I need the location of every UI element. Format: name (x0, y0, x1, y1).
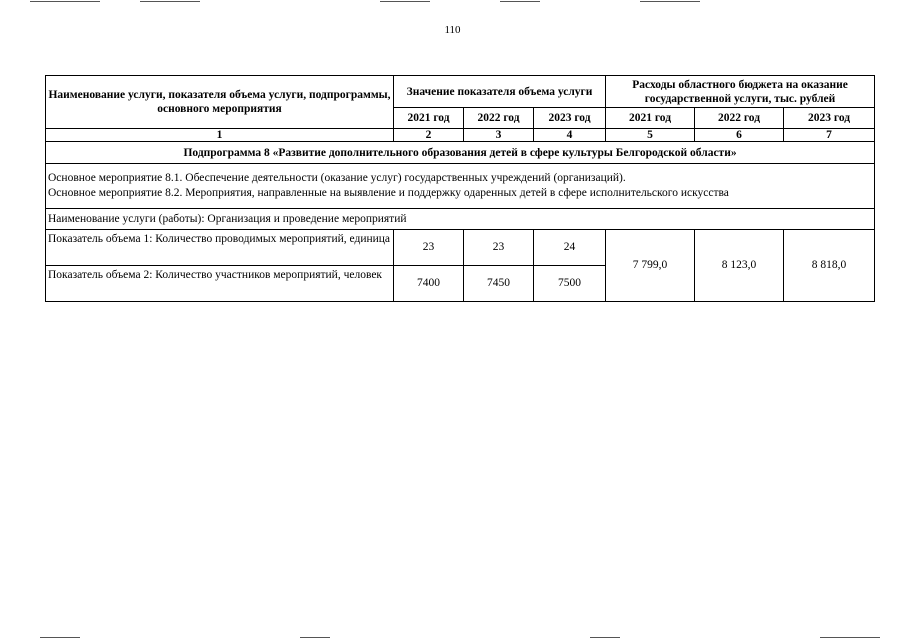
page-number: 110 (444, 24, 461, 36)
bottom-edge-line (820, 637, 880, 638)
indicator-value: 7400 (394, 266, 464, 302)
year-header: 2023 год (534, 108, 606, 129)
bottom-edge-line (590, 637, 620, 638)
indicator-name: Показатель объема 2: Количество участников мероприятий, человек (46, 266, 394, 302)
expense-value: 8 123,0 (695, 230, 784, 302)
top-edge-line (380, 1, 430, 2)
column-number: 7 (784, 129, 875, 142)
header-value-group: Значение показателя объема услуги (394, 76, 606, 108)
column-number: 6 (695, 129, 784, 142)
header-row (46, 76, 875, 108)
year-header: 2021 год (606, 108, 695, 129)
column-number-row (46, 129, 875, 142)
column-number: 2 (394, 129, 464, 142)
indicator-name: Показатель объема 1: Количество проводимых мероприятий, единица (46, 230, 394, 266)
bottom-edge-line (40, 637, 80, 638)
top-edge-line (30, 1, 100, 2)
main-events-row (46, 164, 875, 209)
subprogram-row (46, 142, 875, 164)
year-header: 2021 год (394, 108, 464, 129)
main-events-cell (46, 164, 875, 209)
column-number: 3 (464, 129, 534, 142)
year-header: 2022 год (464, 108, 534, 129)
year-header: 2023 год (784, 108, 875, 129)
expense-value: 8 818,0 (784, 230, 875, 302)
main-event-item: Основное мероприятие 8.2. Мероприятия, направленные на выявление и поддержку одаренных детей в сфере исполнительского искусства (48, 187, 729, 199)
column-number: 1 (46, 129, 394, 142)
header-expense-group: Расходы областного бюджета на оказание государственной услуги, тыс. рублей (606, 76, 875, 108)
expense-value: 7 799,0 (606, 230, 695, 302)
indicator-value: 23 (464, 230, 534, 266)
service-name: Наименование услуги (работы): Организация и проведение мероприятий (46, 209, 875, 230)
indicator-value: 24 (534, 230, 606, 266)
bottom-edge-line (300, 637, 330, 638)
top-edge-line (140, 1, 200, 2)
top-edge-line (640, 1, 700, 2)
main-event-item: Основное мероприятие 8.1. Обеспечение деятельности (оказание услуг) государственных учреждений (организаций). (48, 172, 626, 184)
top-edge-line (500, 1, 540, 2)
table-row (46, 230, 875, 266)
subprogram-title: Подпрограмма 8 «Развитие дополнительного образования детей в сфере культуры Белгородской области» (46, 142, 875, 164)
column-number: 4 (534, 129, 606, 142)
service-row (46, 209, 875, 230)
header-name-column: Наименование услуги, показателя объема услуги, подпрограммы, основного мероприятия (46, 76, 394, 129)
indicator-value: 23 (394, 230, 464, 266)
column-number: 5 (606, 129, 695, 142)
indicator-value: 7450 (464, 266, 534, 302)
indicator-table (45, 75, 875, 302)
year-header: 2022 год (695, 108, 784, 129)
indicator-value: 7500 (534, 266, 606, 302)
